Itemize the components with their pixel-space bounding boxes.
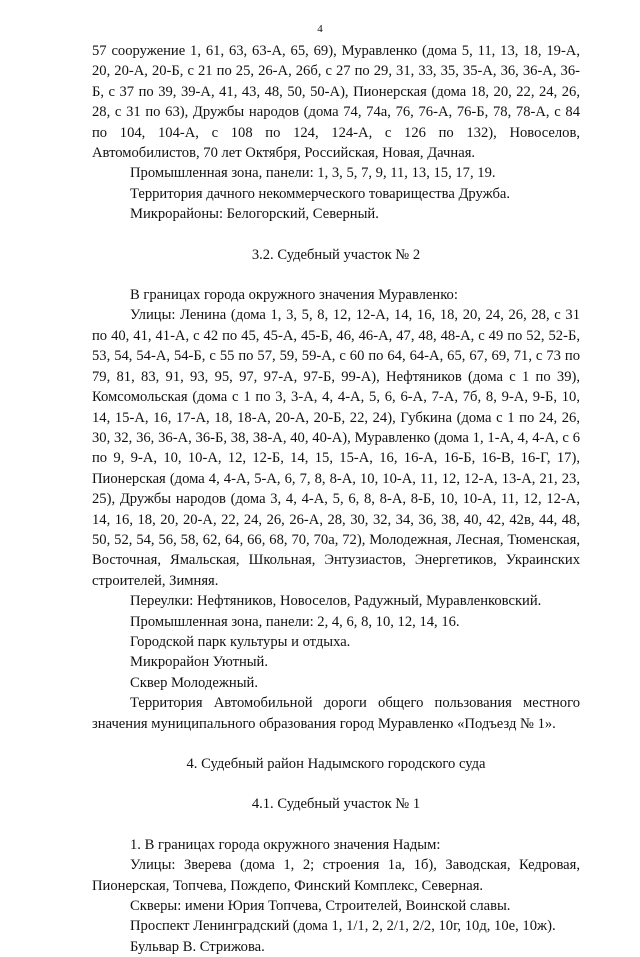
paragraph-square-molodezhny: Сквер Молодежный. — [130, 674, 258, 691]
paragraph-industrial-zone-1: Промышленная зона, панели: 1, 3, 5, 7, 9, 11, 13, 15, 17, 19. — [130, 165, 496, 182]
section-heading-3-2: 3.2. Судебный участок № 2 — [251, 246, 421, 263]
paragraph-city-bounds-nadym: 1. В границах города окружного значения Надым: — [130, 836, 441, 853]
paragraph-microdistrict-uyutny: Микрорайон Уютный. — [130, 654, 269, 671]
page-number: 4 — [317, 23, 323, 35]
paragraph-prospect-leningradsky: Проспект Ленинградский (дома 1, 1/1, 2, 2/1, 2/2, 10г, 10д, 10е, 10ж). — [130, 918, 556, 935]
paragraph-lanes: Переулки: Нефтяников, Новоселов, Радужный, Муравленковский. — [130, 593, 542, 610]
paragraph-dacha-territory: Территория дачного некоммерческого товарищества Дружба. — [130, 185, 511, 202]
paragraph-city-bounds-muravlenko: В границах города окружного значения Муравленко: — [130, 287, 458, 304]
paragraph-city-park: Городской парк культуры и отдыха. — [130, 633, 351, 650]
paragraph-streets-continued: 57 сооружение 1, 61, 63, 63-А, 65, 69), Муравленко (дома 5, 11, 13, 18, 19-А, 20, 20-А, 20-Б, с 21 по 25, 26-А, 26б, с 27 по 29, 31, 33, 35, 35-А, 36, 36-А, 36-Б, с 37 по 39, 39-А, 41, 43, 48, 50, 50-А), Пионерская (дома 18, 20, 22, 24, 26, 28, с 31 по 63), Дружбы народов (дома 74, 74а, 76, 76-А, 76-Б, 78, 78-А, с 84 по 104, 104-А, с 108 по 124, 124-А, с 126 по 132), Новоселов, Автомобилистов, 70 лет Октября, Российская, Новая, Дачная. — [92, 43, 580, 162]
paragraph-road-territory: Территория Автомобильной дороги общего пользования местного значения муниципального образования город Муравленко «Подъезд № 1». — [92, 695, 580, 732]
paragraph-streets-nadym: Улицы: Зверева (дома 1, 2; строения 1а, 1б), Заводская, Кедровая, Пионерская, Топчева, Пождепо, Финский Комплекс, Северная. — [92, 857, 580, 894]
paragraph-streets-district-2: Улицы: Ленина (дома 1, 3, 5, 8, 12, 12-А, 14, 16, 18, 20, 24, 26, 28, с 31 по 40, 41, 41-А, с 42 по 45, 45-А, 45-Б, 46, 46-А, 47, 48, 48-А, с 49 по 52, 52-Б, 53, 54, 54-А, 54-Б, с 55 по 57, 59, 59-А, с 60 по 64, 64-А, 65, 67, 69, 71, с 73 по 79, 81, 83, 91, 93, 95, 97, 97-А, 97-Б, 99-А), Нефтяников (дома с 1 по 39), Комсомольская (дома с 1 по 3, 3-А, 4, 4-А, 5, 6, 6-А, 7-А, 7б, 8, 9-А, 9-Б, 10, 14, 15-А, 16, 17-А, 18, 18-А, 20-А, 20-Б, 22, 24), Губкина (дома с 1 по 24, 26, 30, 32, 36, 36-А, 36-Б, 38, 38-А, 40, 40-А), Муравленко (дома 1, 1-А, 4, 4-А, с 6 по 9, 9-А, 10, 10-А, 12, 12-Б, 14, 15, 15-А, 16, 16-А, 16-Б, 16-В, 16-Г, 17), Пионерская (дома 4, 4-А, 5-А, 6, 7, 8, 8-А, 10, 10-А, 11, 12, 12-А, 13-А, 21, 23, 25), Дружбы народов (дома 3, 4, 4-А, 5, 6, 8, 8-А, 8-Б, 10, 10-А, 11, 12, 12-А, 14, 16, 18, 20, 20-А, 22, 24, 26, 26-А, 28, 30, 32, 34, 36, 38, 40, 42, 42в, 44, 48, 50, 52, 54, 56, 58, 62, 64, 66, 68, 70, 70а, 72), Молодежная, Лесная, Тюменская, Восточная, Ямальская, Школьная, Энтузиастов, Энергетиков, Украинских строителей, Зимняя. — [92, 307, 580, 589]
paragraph-squares-nadym: Скверы: имени Юрия Топчева, Строителей, Воинской славы. — [130, 898, 511, 915]
section-heading-4: 4. Судебный район Надымского городского суда — [186, 756, 486, 772]
document-body — [92, 41, 580, 957]
paragraph-boulevard-strizhova: Бульвар В. Стрижова. — [130, 938, 265, 955]
paragraph-microdistricts: Микрорайоны: Белогорский, Северный. — [130, 206, 379, 223]
paragraph-industrial-zone-2: Промышленная зона, панели: 2, 4, 6, 8, 10, 12, 14, 16. — [130, 613, 460, 630]
section-heading-4-1: 4.1. Судебный участок № 1 — [251, 796, 421, 813]
